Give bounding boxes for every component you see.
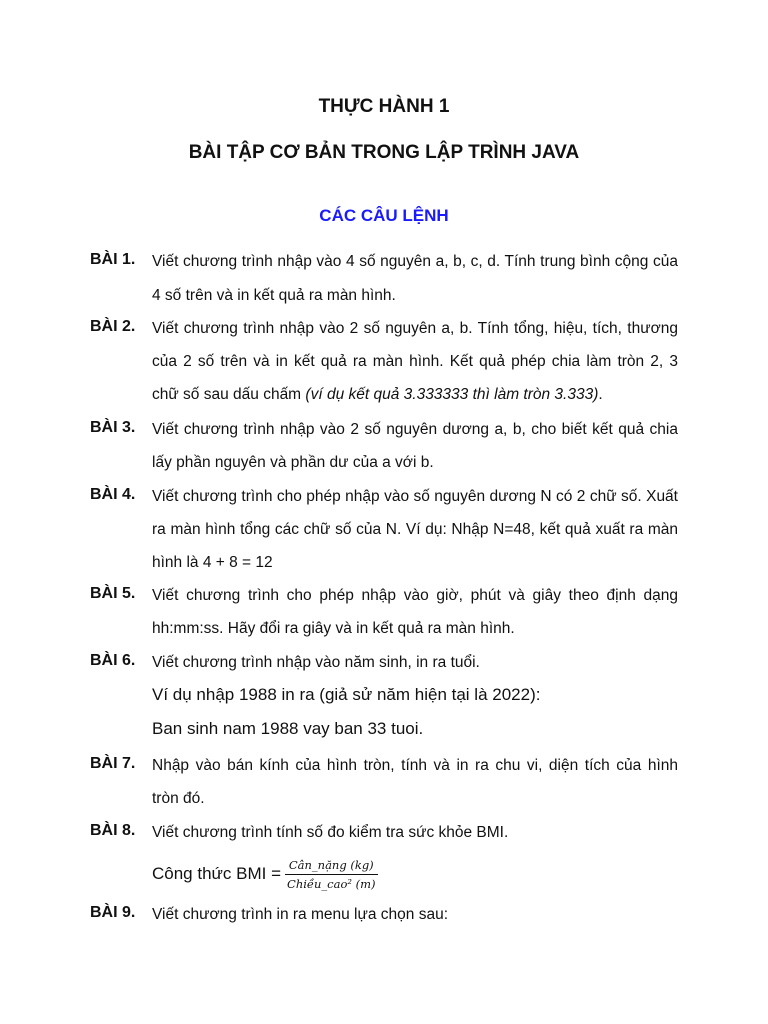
exercise-2-label: BÀI 2. <box>90 318 136 335</box>
exercise-2-line-3-text: chữ số sau dấu chấm <box>152 386 302 403</box>
exercise-3-line-2: lấy phần nguyên và phần dư của a với b. <box>152 454 434 471</box>
exercise-9-label: BÀI 9. <box>90 904 136 921</box>
exercise-2-line-2: của 2 số trên và in kết quả ra màn hình. Kết quả phép chia làm tròn 2, 3 <box>152 353 678 370</box>
exercise-4-line-2: ra màn hình tổng các chữ số của N. Ví dụ: Nhập N=48, kết quả xuất ra màn <box>152 521 678 538</box>
exercise-4-label: BÀI 4. <box>90 486 136 503</box>
exercise-6-label: BÀI 6. <box>90 652 136 669</box>
exercise-4-line-1: Viết chương trình cho phép nhập vào số nguyên dương N có 2 chữ số. Xuất <box>152 488 678 505</box>
exercise-8-line-1: Viết chương trình tính số đo kiểm tra sức khỏe BMI. <box>152 824 509 841</box>
exercise-1-label: BÀI 1. <box>90 251 136 268</box>
exercise-8-label: BÀI 8. <box>90 822 136 839</box>
exercise-2-italic-note: (ví dụ kết quả 3.333333 thì làm tròn 3.333) <box>305 386 599 403</box>
bmi-numerator: Cân_nặng (kg) <box>288 857 374 872</box>
exercise-1-line-2: 4 số trên và in kết quả ra màn hình. <box>152 287 396 304</box>
exercise-5-line-1: Viết chương trình cho phép nhập vào giờ, phút và giây theo định dạng <box>152 587 678 604</box>
exercise-2-tail: . <box>598 386 603 403</box>
exercise-6-example-2: Ban sinh nam 1988 vay ban 33 tuoi. <box>152 719 424 738</box>
bmi-formula <box>152 852 378 896</box>
bmi-formula-prefix: Công thức BMI = <box>152 864 282 883</box>
exercise-5-label: BÀI 5. <box>90 585 136 602</box>
bmi-fraction <box>285 858 377 891</box>
exercise-3-line-1: Viết chương trình nhập vào 2 số nguyên dương a, b, cho biết kết quả chia <box>152 421 678 438</box>
exercise-7-line-2: tròn đó. <box>152 790 205 807</box>
exercise-6-line-1: Viết chương trình nhập vào năm sinh, in ra tuổi. <box>152 654 480 671</box>
exercise-7-label: BÀI 7. <box>90 755 136 772</box>
bmi-denominator: Chiều_cao² (m) <box>287 876 376 891</box>
document-subtitle: BÀI TẬP CƠ BẢN TRONG LẬP TRÌNH JAVA <box>188 142 580 163</box>
exercise-2-line-3 <box>152 385 678 405</box>
exercise-1-line-1: Viết chương trình nhập vào 4 số nguyên a, b, c, d. Tính trung bình cộng của <box>152 253 678 270</box>
exercise-4-line-3: hình là 4 + 8 = 12 <box>152 554 273 571</box>
exercise-2-line-1: Viết chương trình nhập vào 2 số nguyên a, b. Tính tổng, hiệu, tích, thương <box>152 320 678 337</box>
document-title: THỰC HÀNH 1 <box>318 96 450 117</box>
exercise-9-line-1: Viết chương trình in ra menu lựa chọn sau: <box>152 906 449 923</box>
exercise-5-line-2: hh:mm:ss. Hãy đổi ra giây và in kết quả ra màn hình. <box>152 620 515 637</box>
exercise-3-label: BÀI 3. <box>90 419 136 436</box>
exercise-6-example-1: Ví dụ nhập 1988 in ra (giả sử năm hiện tại là 2022): <box>152 685 541 704</box>
section-heading: CÁC CÂU LỆNH <box>319 206 449 225</box>
exercise-7-line-1: Nhập vào bán kính của hình tròn, tính và in ra chu vi, diện tích của hình <box>152 757 678 774</box>
